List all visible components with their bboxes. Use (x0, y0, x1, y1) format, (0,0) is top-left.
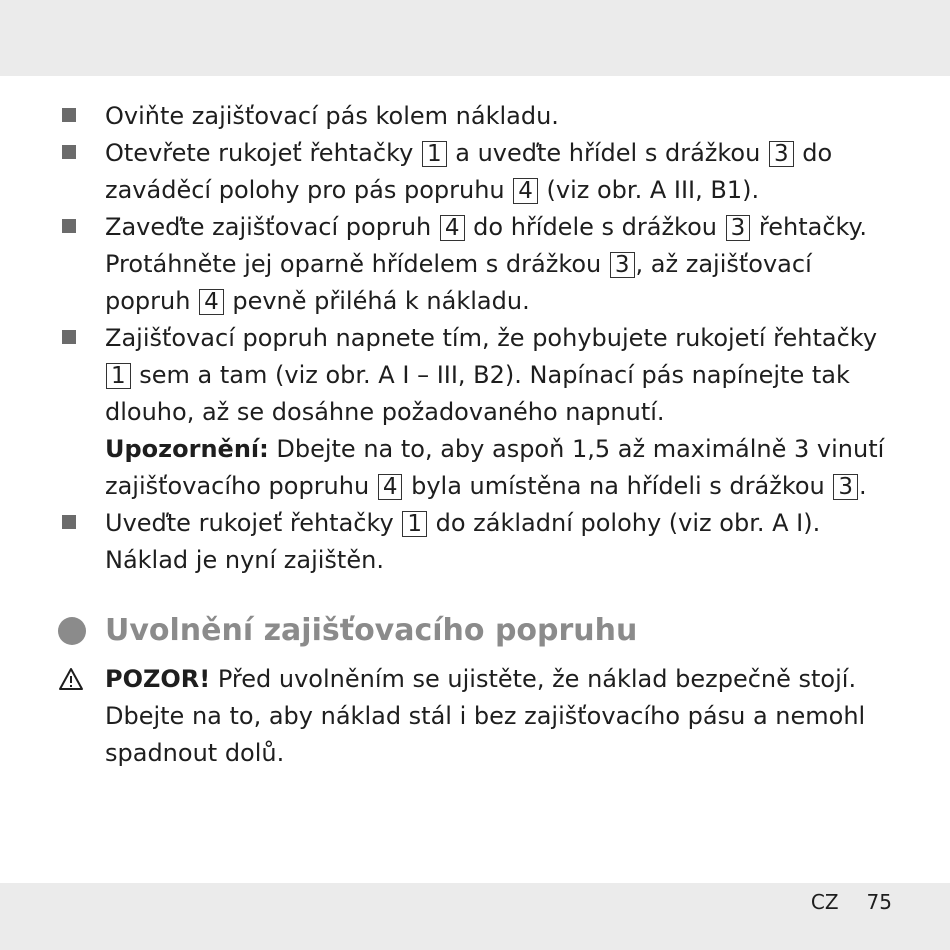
part-number: 3 (833, 474, 858, 500)
circle-bullet-icon (58, 617, 86, 645)
list-item: Zajišťovací popruh napnete tím, že pohybujete rukojetí řehtačky 1 sem a tam (viz obr. A I – III, B2). Napínací pás napínejte tak dlouho, až se dosáhne požadovaného napnutí. Upozornění: Dbejte na to, aby aspoň 1,5 až maximálně 3 vinutí zajišťovacího popruhu 4 byla umístěna na hřídeli s drážkou 3 . (0, 320, 895, 505)
part-number: 1 (106, 363, 131, 389)
note-label: Upozornění: (105, 435, 269, 463)
part-number: 4 (440, 215, 465, 241)
list-item: Oviňte zajišťovací pás kolem nákladu. (0, 98, 895, 135)
square-bullet-icon (62, 108, 76, 122)
page-footer (783, 888, 892, 916)
part-number: 4 (378, 474, 403, 500)
part-number: 3 (769, 141, 794, 167)
section-heading: Uvolnění zajišťovacího popruhu (0, 609, 950, 653)
top-band (0, 0, 950, 76)
warning-triangle-icon (58, 667, 84, 691)
warning-note: POZOR! Před uvolněním se ujistěte, že náklad bezpečně stojí. Dbejte na to, aby náklad stál i bez zajišťovacího pásu a nemohl spadnout dolů. (0, 661, 895, 772)
part-number: 4 (199, 289, 224, 315)
list-item: Zaveďte zajišťovací popruh 4 do hřídele s drážkou 3 řehtačky. Protáhněte jej oparně hřídelem s drážkou 3 , až zajišťovací popruh 4 pevně přiléhá k nákladu. (0, 209, 895, 320)
language-code: CZ (810, 890, 839, 914)
part-number: 1 (422, 141, 447, 167)
list-item: Otevřete rukojeť řehtačky 1 a uveďte hřídel s drážkou 3 do zaváděcí polohy pro pás popruhu 4 (viz obr. A III, B1). (0, 135, 895, 209)
page-number: 75 (866, 890, 892, 914)
part-number: 3 (726, 215, 751, 241)
square-bullet-icon (62, 219, 76, 233)
square-bullet-icon (62, 330, 76, 344)
instructions (0, 98, 950, 796)
part-number: 3 (610, 252, 635, 278)
part-number: 1 (402, 511, 427, 537)
part-number: 4 (513, 178, 538, 204)
warning-label: POZOR! (105, 665, 211, 693)
square-bullet-icon (62, 145, 76, 159)
list-item: Uveďte rukojeť řehtačky 1 do základní polohy (viz obr. A I). Náklad je nyní zajištěn. (0, 505, 895, 579)
square-bullet-icon (62, 515, 76, 529)
